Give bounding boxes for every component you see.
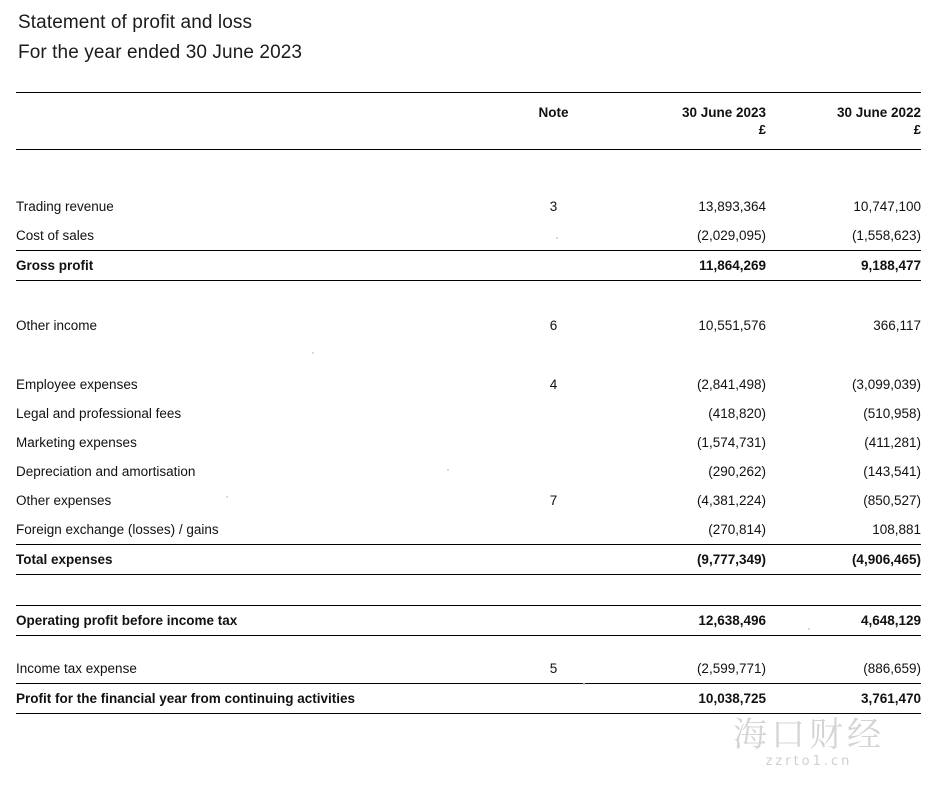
- row-label: Employee expenses: [16, 377, 138, 392]
- scan-speck: [808, 628, 810, 630]
- row-label: Trading revenue: [16, 199, 114, 214]
- row-year1: (418,820): [708, 406, 766, 421]
- spacer: [16, 636, 921, 655]
- watermark-main: 海口财经: [733, 715, 885, 755]
- page-title: Statement of profit and loss: [18, 12, 253, 33]
- row-year2: 366,117: [873, 318, 921, 333]
- row-note: [496, 399, 611, 428]
- row-note: 7: [549, 493, 558, 508]
- row-year2: (411,281): [864, 435, 921, 450]
- column-unit-year2: £: [913, 122, 921, 137]
- row-year1: 10,038,725: [611, 684, 766, 714]
- row-label: Foreign exchange (losses) / gains: [16, 522, 219, 537]
- row-note: 4: [549, 377, 558, 392]
- row-year1: (270,814): [708, 522, 766, 537]
- row-label: Operating profit before income tax: [16, 606, 496, 636]
- table-row: [16, 428, 921, 457]
- row-label: Other income: [16, 318, 98, 333]
- column-header-year1: 30 June 2023: [681, 105, 766, 120]
- row-label: Depreciation and amortisation: [16, 464, 196, 479]
- row-year1: 10,551,576: [698, 318, 766, 333]
- row-note: 5: [549, 661, 558, 676]
- row-label: Gross profit: [16, 251, 496, 281]
- table-row: [16, 311, 921, 340]
- row-note: [496, 545, 611, 575]
- scan-speck: [312, 352, 314, 354]
- scan-speck: [447, 469, 449, 471]
- row-year1: 11,864,269: [611, 251, 766, 281]
- table-row-total: [16, 545, 921, 575]
- table-row-total: [16, 606, 921, 636]
- spacer: [16, 150, 921, 193]
- row-label: Other expenses: [16, 493, 112, 508]
- table-row: [16, 399, 921, 428]
- table-row: [16, 515, 921, 545]
- document-header: [0, 0, 941, 68]
- row-year2: 10,747,100: [853, 199, 921, 214]
- page-subtitle: For the year ended 30 June 2023: [18, 42, 303, 63]
- row-year2: (886,659): [863, 661, 921, 676]
- row-year2: (1,558,623): [851, 228, 921, 243]
- row-note: [496, 221, 611, 251]
- row-label: Income tax expense: [16, 661, 137, 676]
- table-row: [16, 370, 921, 399]
- row-note: [496, 684, 611, 714]
- scan-speck: [226, 496, 228, 498]
- row-year2: (143,541): [863, 464, 921, 479]
- row-note: [496, 428, 611, 457]
- table-header-row: [16, 93, 921, 122]
- row-note: [496, 251, 611, 281]
- column-unit-year1: £: [758, 122, 766, 137]
- spacer: [16, 575, 921, 606]
- row-label: Total expenses: [16, 545, 496, 575]
- spacer: [16, 281, 921, 312]
- table-row: [16, 221, 921, 251]
- column-header-label: [16, 93, 496, 122]
- row-label: Profit for the financial year from continuing activities: [16, 684, 496, 714]
- row-year2: (4,906,465): [766, 545, 921, 575]
- row-label: Cost of sales: [16, 228, 95, 243]
- scan-speck: [583, 683, 585, 685]
- watermark: [733, 707, 885, 769]
- row-note: 6: [549, 318, 558, 333]
- column-header-year2: 30 June 2022: [836, 105, 921, 120]
- row-year1: 13,893,364: [698, 199, 766, 214]
- row-year2: (850,527): [863, 493, 921, 508]
- row-year1: (2,599,771): [696, 661, 766, 676]
- row-year1: (9,777,349): [611, 545, 766, 575]
- row-year1: (1,574,731): [696, 435, 766, 450]
- row-year1: (4,381,224): [696, 493, 766, 508]
- row-year2: 4,648,129: [766, 606, 921, 636]
- table-row: [16, 654, 921, 684]
- row-year2: 108,881: [872, 522, 921, 537]
- row-year2: 9,188,477: [766, 251, 921, 281]
- row-note: [496, 457, 611, 486]
- table-row: [16, 486, 921, 515]
- row-year2: (510,958): [863, 406, 921, 421]
- scan-speck: [556, 237, 558, 239]
- table-row: [16, 192, 921, 221]
- row-label: Legal and professional fees: [16, 406, 182, 421]
- spacer: [16, 340, 921, 370]
- table-header-unit-row: [16, 122, 921, 149]
- row-year1: (2,841,498): [696, 377, 766, 392]
- table-row-total: [16, 684, 921, 714]
- row-year2: (3,099,039): [851, 377, 921, 392]
- table-row: [16, 457, 921, 486]
- row-year1: (290,262): [708, 464, 766, 479]
- row-note: [496, 606, 611, 636]
- row-note: 3: [549, 199, 558, 214]
- row-year2: 3,761,470: [766, 684, 921, 714]
- row-year1: 12,638,496: [611, 606, 766, 636]
- row-year1: (2,029,095): [696, 228, 766, 243]
- row-label: Marketing expenses: [16, 435, 137, 450]
- column-header-note: Note: [538, 105, 569, 120]
- table-row-total: [16, 251, 921, 281]
- row-note: [496, 515, 611, 545]
- profit-and-loss-table: [16, 92, 921, 714]
- watermark-sub: zzrto1.cn: [765, 754, 853, 769]
